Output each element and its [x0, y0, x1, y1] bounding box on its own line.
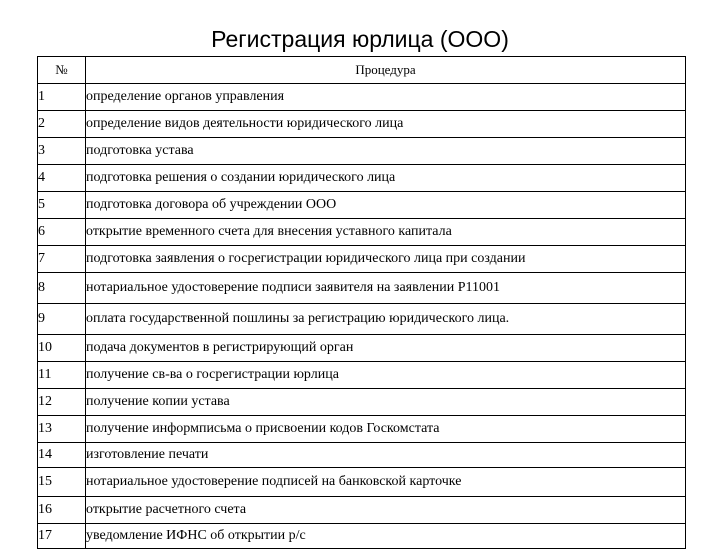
row-number: 17: [38, 524, 86, 549]
row-procedure: получение информписьма о присвоении кодов Госкомстата: [86, 416, 686, 443]
table-row: [38, 246, 686, 273]
row-number: 4: [38, 165, 86, 192]
row-number: 16: [38, 497, 86, 524]
table-row: [38, 192, 686, 219]
table-row: [38, 524, 686, 549]
row-procedure: определение органов управления: [86, 84, 686, 111]
table-row: [38, 138, 686, 165]
header-number: №: [38, 57, 86, 84]
table-body: [38, 84, 686, 549]
procedure-table: [37, 56, 686, 549]
table-row: [38, 111, 686, 138]
row-number: 6: [38, 219, 86, 246]
row-number: 11: [38, 362, 86, 389]
table-row: [38, 219, 686, 246]
table-row: [38, 362, 686, 389]
row-number: 9: [38, 304, 86, 335]
header-procedure: Процедура: [86, 57, 686, 84]
table-row: [38, 416, 686, 443]
row-number: 12: [38, 389, 86, 416]
row-procedure: изготовление печати: [86, 443, 686, 468]
table-row: [38, 443, 686, 468]
table-row: [38, 165, 686, 192]
row-procedure: нотариальное удостоверение подписей на банковской карточке: [86, 468, 686, 497]
row-number: 5: [38, 192, 86, 219]
row-procedure: открытие расчетного счета: [86, 497, 686, 524]
row-procedure: уведомление ИФНС об открытии р/с: [86, 524, 686, 549]
row-procedure: определение видов деятельности юридического лица: [86, 111, 686, 138]
row-procedure: получение копии устава: [86, 389, 686, 416]
table-row: [38, 468, 686, 497]
row-procedure: получение св-ва о госрегистрации юрлица: [86, 362, 686, 389]
row-procedure: подготовка устава: [86, 138, 686, 165]
table-header-row: [38, 57, 686, 84]
row-procedure: подготовка договора об учреждении ООО: [86, 192, 686, 219]
row-procedure: подготовка решения о создании юридического лица: [86, 165, 686, 192]
row-procedure: оплата государственной пошлины за регистрацию юридического лица.: [86, 304, 686, 335]
page-title: Регистрация юрлица (ООО): [211, 26, 509, 52]
table-row: [38, 389, 686, 416]
row-number: 13: [38, 416, 86, 443]
row-number: 8: [38, 273, 86, 304]
row-number: 2: [38, 111, 86, 138]
row-procedure: нотариальное удостоверение подписи заявителя на заявлении Р11001: [86, 273, 686, 304]
row-number: 14: [38, 443, 86, 468]
row-number: 10: [38, 335, 86, 362]
row-procedure: подача документов в регистрирующий орган: [86, 335, 686, 362]
row-procedure: открытие временного счета для внесения уставного капитала: [86, 219, 686, 246]
row-number: 3: [38, 138, 86, 165]
row-procedure: подготовка заявления о госрегистрации юридического лица при создании: [86, 246, 686, 273]
row-number: 1: [38, 84, 86, 111]
table-row: [38, 84, 686, 111]
table-row: [38, 273, 686, 304]
table-row: [38, 304, 686, 335]
row-number: 15: [38, 468, 86, 497]
row-number: 7: [38, 246, 86, 273]
table-row: [38, 497, 686, 524]
table-row: [38, 335, 686, 362]
